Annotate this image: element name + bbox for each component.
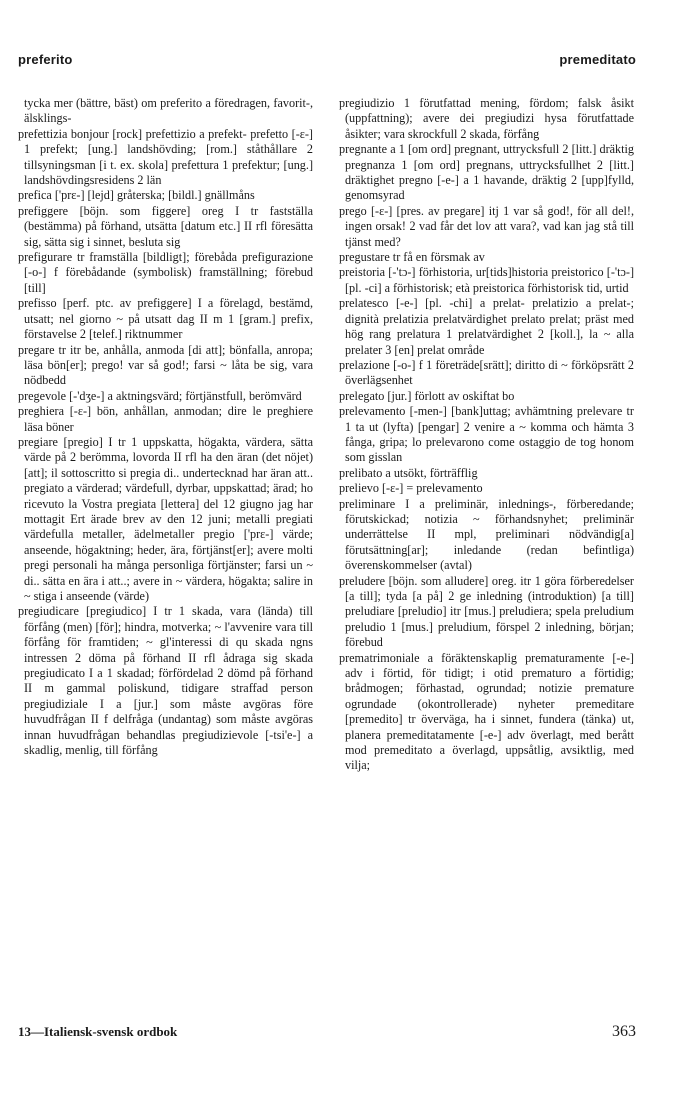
right-guide-word: premeditato	[559, 52, 636, 67]
dictionary-entry: prelegato [jur.] förlott av oskiftat bo	[339, 388, 515, 403]
dictionary-entry: preliminare I a preliminär, inlednings-, förberedande; förutskickad; notizia ~ förhandsnyhet; preliminär underrättelse II mpl, preliminari nödvändig[a] förutsättning[ar]; inledande (redan befintliga) överenskommelser (avtal)	[339, 496, 634, 573]
page-header	[18, 52, 636, 67]
dictionary-entry: prefiggere [böjn. som figgere] oreg I tr fastställa (bestämma) på förhand, utsätta [datum etc.] II rfl föresätta sig, sätta sig i sinnet, besluta sig	[18, 203, 313, 249]
dictionary-entry: pregare tr itr be, anhålla, anmoda [di att]; bönfalla, anropa; läsa bön[er]; prego! var så god!; farsi ~ låta be sig, vara nödbedd	[18, 342, 313, 388]
dictionary-entry: pregiare [pregio] I tr 1 uppskatta, högakta, värdera, sätta värde på 2 berömma, lovorda II rfl ha den äran (det nöjet) [att]; il sottoscritto si pregia di.. undertecknad har äran att.. pregiato a värderad; värdefull, dyrbar, uppskattad; ärad; ho ricevuto la Vostra pregiata [lettera] del 12 giugno jag har mottagit Ert ärade brev av den 12 juni; metalli pregiati värdefulla metaller, ädelmetaller pregio ['prε-] värde; anseende, högaktning; heder, ära, förtjänst[er]; avere molti pregi personali ha många personliga förtjänster; farsi un ~ di.. sätta en ära i att..; avere in ~ värdera, högakta; salire in ~ stiga i anseende (värde)	[18, 434, 313, 603]
dictionary-entry: prematrimoniale a föräktenskaplig prematuramente [-e-] adv i förtid, för tidigt; i otid prematuro a förtidig; brådmogen; förhastad, ogrundad; notizie premature ogrundade (okontrollerade) nyheter premeditare [premedito] tr överväga, ha i sinnet, fundera (tänka) ut, planera premeditatamente [-e-] adv överlagt, med berått mod premeditato a överlagd, uppsåtlig, avsiktlig, med vilja;	[339, 650, 634, 773]
left-column	[18, 96, 313, 774]
dictionary-entry: prelevamento [-men-] [bank]uttag; avhämtning prelevare tr 1 ta ut (lyfta) [pengar] 2 venire a ~ komma och hämta 3 fånga, gripa; lo prelevarono come ostaggio de tog honom som gisslan	[339, 404, 634, 465]
dictionary-entry: prelatesco [-e-] [pl. -chi] a prelat- prelatizio a prelat-; dignità prelatizia prelatvärdighet prelato prelat; präst med hög rang prelatura 1 prelatvärdighet 2 [koll.], la ~ alla prelater 3 [en] prelat område	[339, 296, 634, 357]
right-column	[339, 96, 634, 774]
dictionary-entry: tycka mer (bättre, bäst) om preferito a föredragen, favorit-, älsklings-	[24, 96, 313, 126]
dictionary-entry: prefigurare tr framställa [bildligt]; förebåda prefigurazione [-o-] f förebådande (symbolisk) framställning; förebud [till]	[18, 250, 313, 295]
dictionary-columns	[18, 96, 634, 774]
dictionary-entry: preghiera [-ε-] bön, anhållan, anmodan; dire le preghiere läsa böner	[18, 404, 313, 434]
page-footer	[18, 1023, 636, 1041]
left-guide-word: preferito	[18, 52, 73, 67]
signature-line: 13—Italiensk-svensk ordbok	[18, 1024, 178, 1039]
dictionary-entry: pregiudizio 1 förutfattad mening, fördom; falsk åsikt (uppfattning); avere dei pregiudizi hysa förutfattade åsikter; vara skrockfull 2 skada, förfång	[339, 96, 634, 141]
dictionary-entry: preludere [böjn. som alludere] oreg. itr 1 göra förberedelser [a till]; tyda [a på] 2 ge inledning (introduktion) [a till] preludiare [preludio] itr [mus.] preludiera; spela preludium preludio 1 [mus.] preludium, förspel 2 inledning, början; förebud	[339, 573, 634, 650]
dictionary-entry: pregiudicare [pregiudico] I tr 1 skada, vara (lända) till förfång (men) [för]; hindra, motverka; ~ l'avvenire vara till förfång för framtiden; ~ gl'interessi di qu skada ngns intressen 2 döma på förhand II rfl ådraga sig skada pregiudicato I a 1 skadad; förfördelad 2 dömd på förhand II m gammal poliskund, tidigare straffad person pregiudiziale I a [jur.] som måste avgöras före huvudfrågan II f delfråga (undantag) som måste avgöras innan huvudfrågan behandlas pregiudizievole [-tsi'e-] a skadlig, menlig, till förfång	[18, 604, 313, 758]
dictionary-entry: prefettizia bonjour [rock] prefettizio a prefekt- prefetto [-ε-] 1 prefekt; [ung.] landshövding; [rom.] ståthållare 2 tillsyningsman [i t. ex. skola] prefettura 1 prefektur; [ung.] landshövdingsresidens 2 län	[18, 126, 313, 188]
dictionary-entry: pregustare tr få en försmak av	[339, 250, 485, 265]
dictionary-entry: preistoria [-'tɔ-] förhistoria, ur[tids]historia preistorico [-'tɔ-] [pl. -ci] a förhistorisk; età preistorica förhistorisk tid, urtid	[339, 265, 634, 295]
dictionary-entry: prelazione [-o-] f 1 företräde[srätt]; diritto di ~ förköpsrätt 2 överlägsenhet	[339, 357, 634, 388]
page-number: 363	[612, 1023, 636, 1040]
dictionary-entry: prelibato a utsökt, förträfflig	[339, 465, 478, 480]
dictionary-entry: prego [-ε-] [pres. av pregare] itj 1 var så god!, för all del!, ingen orsak! 2 vad får det lov att vara?, vad kan jag stå till tjänst med?	[339, 203, 634, 249]
dictionary-entry: pregnante a 1 [om ord] pregnant, uttrycksfull 2 [litt.] dräktig pregnanza 1 [om ord] pregnans, uttrycksfullhet 2 [litt.] dräktighet pregno [-e-] a 1 havande, dräktig 2 [upp]fylld, genomsyrad	[339, 142, 634, 203]
dictionary-entry: pregevole [-'dʒe-] a aktningsvärd; förtjänstfull, berömvärd	[18, 388, 302, 403]
dictionary-entry: prefica ['prε-] [lejd] gråterska; [bildl.] gnällmåns	[18, 188, 255, 203]
dictionary-entry: prefisso [perf. ptc. av prefiggere] I a förelagd, bestämd, utsatt; nel giorno ~ på utsatt dag II m 1 [gram.] prefix, förstavelse 2 [telef.] riktnummer	[18, 296, 313, 342]
dictionary-entry: prelievo [-ε-] = prelevamento	[339, 481, 483, 496]
